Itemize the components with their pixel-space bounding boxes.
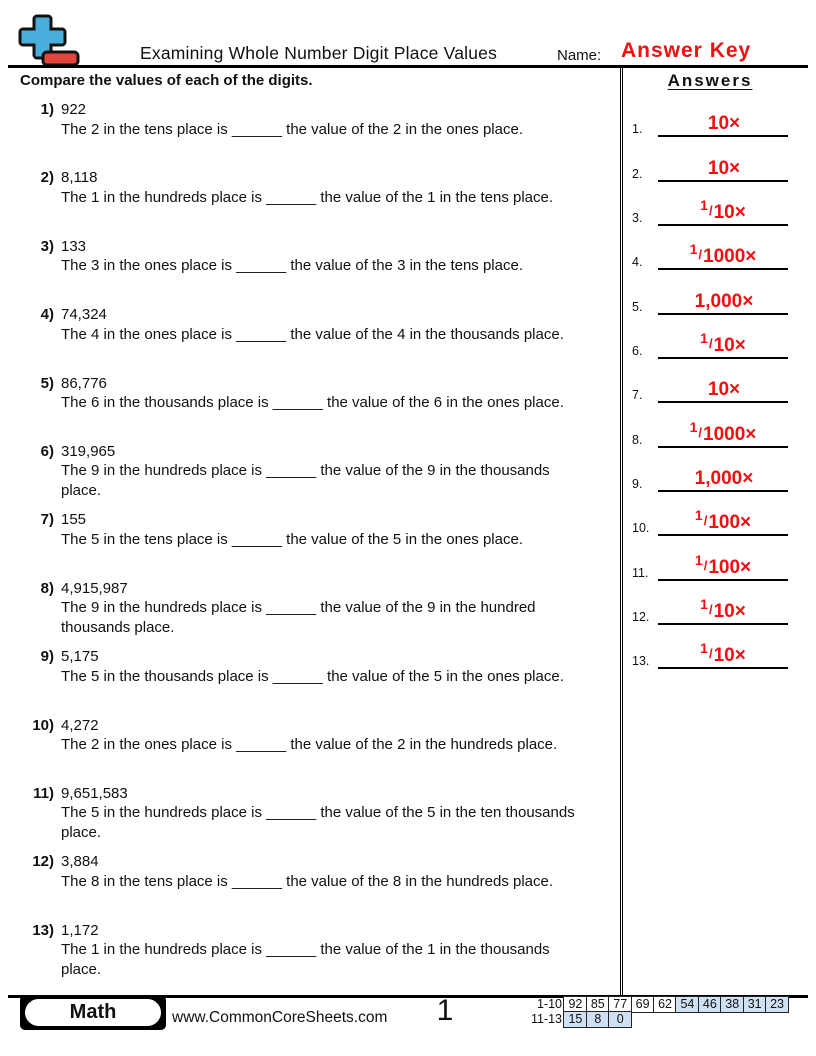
- answer-number-label: 6.: [632, 343, 643, 358]
- problem-number-label: 1): [40, 101, 54, 118]
- fraction-numerator: 1: [700, 595, 708, 612]
- answer-blank-line: [658, 198, 788, 226]
- answer-row: [632, 93, 788, 137]
- problem-value: 155: [61, 511, 87, 529]
- problem-sentence-line: The 9 in the hundreds place is ______ the value of the 9 in the thousands: [61, 462, 550, 480]
- answer-value: [706, 157, 741, 179]
- problem-sentence-line: The 1 in the hundreds place is ______ the value of the 1 in the tens place.: [61, 188, 554, 206]
- problem-body: [61, 784, 618, 852]
- fraction-slash: /: [703, 557, 708, 573]
- answers-column-title: Answers: [667, 71, 753, 90]
- problem-sentence-line: The 5 in the tens place is ______ the value of the 5 in the ones place.: [61, 530, 523, 548]
- commoncoresheets-logo-icon: [16, 12, 82, 70]
- answer-row: [632, 625, 788, 669]
- problem-body: [61, 168, 618, 236]
- problem-item: [20, 510, 618, 578]
- answer-blank-line: [658, 154, 788, 182]
- answer-row: [632, 359, 788, 403]
- score-cell: 69: [631, 996, 655, 1013]
- score-cell: 92: [563, 996, 587, 1013]
- answer-value: [700, 595, 746, 622]
- page-number: 1: [436, 994, 454, 1027]
- fraction-slash: /: [708, 646, 713, 662]
- problem-value: 4,272: [61, 716, 99, 734]
- answer-blank-line: [658, 287, 788, 315]
- answer-value: [700, 329, 746, 356]
- problem-item: [20, 374, 618, 442]
- score-grid: [520, 996, 789, 1028]
- problem-body: [61, 716, 618, 784]
- problem-sentence-line: thousands place.: [61, 618, 175, 636]
- answer-main-value: 1000×: [703, 423, 757, 445]
- answer-row: [632, 137, 788, 181]
- answer-main-value: 1000×: [703, 246, 757, 268]
- problem-body: [61, 510, 618, 578]
- fraction-numerator: 1: [694, 551, 703, 568]
- problem-number-label: 7): [40, 511, 54, 529]
- answer-number-label: 13.: [632, 654, 650, 669]
- problem-body: [61, 442, 618, 510]
- answer-blank-line: [658, 331, 788, 359]
- answer-row: [632, 270, 788, 314]
- problem-number-label: 12): [32, 853, 54, 871]
- answer-blank-line: [658, 597, 788, 625]
- problem-sentence-line: The 6 in the thousands place is ______ the value of the 6 in the ones place.: [61, 394, 564, 412]
- answer-row: [632, 581, 788, 625]
- problem-number-label: 13): [32, 921, 54, 939]
- problem-sentence-line: The 2 in the ones place is ______ the value of the 2 in the hundreds place.: [61, 736, 558, 754]
- problem-value: 319,965: [61, 442, 116, 460]
- score-cell: 85: [586, 996, 610, 1013]
- problem-number-label: 11): [33, 784, 54, 802]
- problem-number-label: 9): [40, 648, 54, 666]
- answer-value: [706, 113, 741, 135]
- problem-sentence-line: The 9 in the hundreds place is ______ the value of the 9 in the hundred: [61, 599, 536, 617]
- problem-number-label: 3): [40, 237, 54, 255]
- answer-main-value: 1,000×: [694, 290, 754, 312]
- problem-sentence-line: The 2 in the tens place is ______ the value of the 2 in the ones place.: [61, 120, 523, 138]
- score-cell: 31: [743, 996, 767, 1013]
- problem-item: [20, 100, 618, 168]
- answer-number-label: 5.: [632, 299, 643, 314]
- answer-row: [632, 536, 788, 580]
- problem-number-label: 8): [40, 579, 54, 597]
- answer-blank-line: [658, 508, 788, 536]
- answer-blank-line: [658, 375, 788, 403]
- problem-sentence-line: place.: [61, 481, 102, 499]
- problem-sentence-line: place.: [61, 823, 102, 841]
- score-cell: 46: [698, 996, 722, 1013]
- answer-value: [694, 551, 752, 578]
- problem-number-label: 10): [32, 716, 54, 734]
- answer-number-label: 2.: [632, 166, 643, 181]
- problem-sentence-line: The 3 in the ones place is ______ the value of the 3 in the tens place.: [61, 257, 523, 275]
- answer-row: [632, 492, 788, 536]
- problem-value: 8,118: [61, 169, 98, 187]
- score-cell: 0: [608, 1011, 632, 1028]
- score-cell: 23: [765, 996, 789, 1013]
- answer-row: [632, 403, 788, 447]
- problem-sentence-line: place.: [61, 960, 102, 978]
- answer-main-value: 10×: [707, 379, 741, 401]
- problem-number-label: 4): [40, 306, 54, 324]
- answer-row: [632, 315, 788, 359]
- fraction-numerator: 1: [694, 507, 703, 524]
- problem-value: 9,651,583: [61, 784, 128, 802]
- fraction-slash: /: [708, 601, 713, 617]
- answer-blank-line: [658, 420, 788, 448]
- problem-item: [20, 852, 618, 920]
- problems-list: [20, 100, 618, 989]
- problem-value: 4,915,987: [61, 579, 128, 597]
- problem-value: 74,324: [61, 306, 107, 324]
- subject-badge-label: Math: [25, 999, 161, 1026]
- answer-main-value: 1,000×: [694, 467, 754, 489]
- problem-body: [61, 237, 618, 305]
- score-row: [520, 1011, 789, 1028]
- fraction-slash: /: [708, 335, 713, 351]
- answer-blank-line: [658, 553, 788, 581]
- answer-blank-line: [658, 464, 788, 492]
- problem-sentence-line: The 8 in the tens place is ______ the value of the 8 in the hundreds place.: [61, 872, 554, 890]
- problem-value: 133: [61, 237, 87, 255]
- answer-row: [632, 448, 788, 492]
- fraction-numerator: 1: [689, 418, 698, 435]
- problem-item: [20, 305, 618, 373]
- answer-blank-line: [658, 641, 788, 669]
- problem-item: [20, 442, 618, 510]
- answer-number-label: 9.: [632, 476, 643, 491]
- answer-main-value: 10×: [713, 201, 746, 223]
- page-title: Examining Whole Number Digit Place Values: [140, 43, 498, 63]
- problem-number-label: 2): [40, 169, 54, 187]
- answer-number-label: 3.: [632, 210, 643, 225]
- problem-item: [20, 716, 618, 784]
- answer-row: [632, 182, 788, 226]
- answer-row: [632, 226, 788, 270]
- problem-item: [20, 168, 618, 236]
- problem-value: 5,175: [61, 648, 99, 666]
- problem-value: 922: [61, 101, 87, 118]
- problem-body: [61, 374, 618, 442]
- problem-body: [61, 852, 618, 920]
- score-cell: 62: [653, 996, 677, 1013]
- fraction-numerator: 1: [700, 640, 708, 657]
- answer-blank-line: [658, 242, 788, 270]
- answer-value: [689, 418, 757, 445]
- answer-key-text: Answer Key: [621, 39, 752, 62]
- problem-number-label: 5): [40, 374, 54, 392]
- fraction-slash: /: [708, 202, 713, 218]
- score-cell: 8: [586, 1011, 610, 1028]
- answer-value: [689, 241, 757, 268]
- problem-sentence-line: The 1 in the hundreds place is ______ the value of the 1 in the thousands: [61, 941, 550, 959]
- fraction-numerator: 1: [689, 241, 698, 258]
- problem-value: 1,172: [61, 921, 99, 939]
- answer-value: [693, 467, 754, 489]
- problem-number-label: 6): [40, 442, 54, 460]
- problem-body: [61, 100, 618, 168]
- answer-value: [700, 196, 746, 223]
- header-rule: [8, 65, 808, 68]
- problem-item: [20, 784, 618, 852]
- fraction-slash: /: [698, 424, 703, 440]
- problem-sentence-line: The 5 in the hundreds place is ______ the value of the 5 in the ten thousands: [61, 804, 575, 822]
- answer-value: [694, 507, 752, 534]
- answer-number-label: 11.: [632, 565, 649, 580]
- problem-sentence-line: The 4 in the ones place is ______ the value of the 4 in the thousands place.: [61, 325, 564, 343]
- answer-main-value: 10×: [713, 600, 746, 622]
- answer-value: [693, 290, 754, 312]
- problem-item: [20, 647, 618, 715]
- problem-item: [20, 921, 618, 989]
- score-row-label: 11-13: [530, 1012, 562, 1027]
- problem-body: [61, 579, 618, 647]
- answer-value: [700, 640, 746, 667]
- problem-value: 86,776: [61, 374, 107, 392]
- answer-main-value: 10×: [707, 157, 741, 179]
- score-cell: 54: [675, 996, 699, 1013]
- problem-value: 3,884: [61, 853, 99, 871]
- problem-body: [61, 921, 618, 989]
- answer-number-label: 10.: [632, 521, 650, 536]
- answer-number-label: 7.: [632, 388, 643, 403]
- fraction-slash: /: [698, 247, 703, 263]
- answer-number-label: 8.: [632, 432, 643, 447]
- answer-blank-line: [658, 109, 788, 137]
- score-row-label: 1-10: [536, 997, 562, 1011]
- answer-main-value: 10×: [713, 334, 746, 356]
- instruction-text: Compare the values of each of the digits.: [20, 72, 313, 89]
- problem-body: [61, 305, 618, 373]
- problem-body: [61, 647, 618, 715]
- answer-main-value: 10×: [713, 645, 746, 667]
- fraction-numerator: 1: [700, 329, 708, 346]
- score-cell: 15: [563, 1011, 587, 1028]
- column-divider: [620, 68, 623, 995]
- fraction-numerator: 1: [700, 196, 708, 213]
- problem-sentence-line: The 5 in the thousands place is ______ the value of the 5 in the ones place.: [61, 667, 564, 685]
- problem-item: [20, 579, 618, 647]
- answer-main-value: 100×: [708, 512, 752, 534]
- answer-number-label: 1.: [632, 122, 643, 137]
- fraction-slash: /: [703, 513, 708, 529]
- answers-list: [632, 93, 788, 669]
- subject-badge: [20, 995, 166, 1030]
- name-label: Name:: [557, 47, 602, 64]
- answer-main-value: 100×: [708, 556, 752, 578]
- score-cell: 77: [608, 996, 632, 1013]
- website-url: www.CommonCoreSheets.com: [172, 1009, 388, 1026]
- score-cell: 38: [720, 996, 744, 1013]
- answer-number-label: 12.: [632, 609, 650, 624]
- answer-number-label: 4.: [632, 255, 643, 270]
- answer-value: [706, 379, 741, 401]
- answer-main-value: 10×: [707, 113, 741, 135]
- problem-item: [20, 237, 618, 305]
